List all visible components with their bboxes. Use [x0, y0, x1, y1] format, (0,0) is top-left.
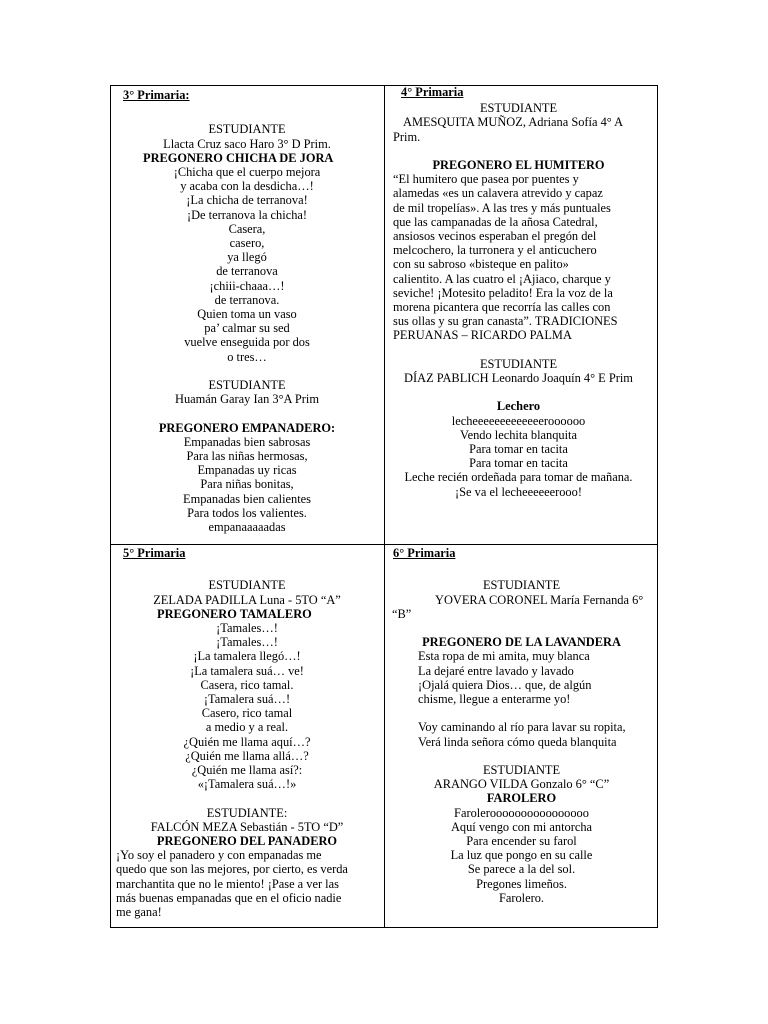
student-name: ARANGO VILDA Gonzalo 6° “C” [433, 777, 610, 792]
cell-heading: 4° Primaria [401, 85, 464, 99]
verse-line: ¿Quién me llama allá…? [185, 748, 309, 763]
verse-line: Para niñas bonitas, [200, 477, 294, 492]
pregon-title: PREGONERO DEL PANADERO [156, 834, 338, 849]
prose-line: quedo que son las mejores, por cierto, es verda [116, 862, 348, 877]
student-name: YOVERA CORONEL María Fernanda 6° [435, 592, 644, 607]
prose-line: marchantita que no le miento! ¡Pase a ver las [116, 876, 339, 891]
verse-line: casero, [229, 236, 265, 251]
prose-line: ansiosos vecinos esperaban el pregón del [393, 229, 597, 244]
prose-line: con su sabroso «bisteque en palito» [393, 257, 569, 272]
student-label: ESTUDIANTE [482, 762, 561, 777]
verse-line: ¡Tamales…! [216, 621, 278, 635]
verse-line: chisme, llegue a enterarme yo! [418, 692, 571, 706]
verse-line: Casero, rico tamal [201, 706, 293, 721]
verse-line: Quien toma un vaso [197, 307, 297, 322]
student-label: ESTUDIANTE [482, 578, 561, 593]
prose-line: de mil tropelías». A las tres y más puntuales [393, 200, 611, 215]
prose-line: melcochero, la turronera y el anticuchero [393, 243, 597, 258]
student-name: ZELADA PADILLA Luna - 5TO “A” [153, 592, 341, 607]
prose-line: morena picantera que recorría las calles con [393, 300, 611, 315]
prose-line: “El humitero que pasea por puentes y [393, 172, 579, 187]
verse-line: Voy caminando al río para lavar su ropita, [418, 720, 626, 735]
verse-line: a medio y a real. [205, 720, 289, 735]
verse-line: Para tomar en tacita [469, 442, 568, 457]
verse-line: ¿Quién me llama aquí…? [183, 734, 311, 749]
prose-line: más buenas empanadas que en el oficio nadie [116, 890, 342, 905]
verse-line: Empanadas uy ricas [197, 463, 297, 478]
student-label: ESTUDIANTE [208, 578, 286, 593]
student-label: ESTUDIANTE [208, 378, 286, 393]
verse-line: Para tomar en tacita [469, 456, 568, 471]
verse-line: Esta ropa de mi amita, muy blanca [418, 649, 590, 664]
verse-line: de terranova. [214, 292, 280, 307]
student-label: ESTUDIANTE [208, 122, 286, 137]
student-name: Huamán Garay Ian 3°A Prim [175, 392, 319, 407]
student-name: FALCÓN MEZA Sebastián - 5TO “D” [150, 819, 344, 834]
verse-line: «¡Tamalera suá…!» [197, 777, 297, 792]
student-label: ESTUDIANTE: [206, 805, 288, 820]
verse-lechero [393, 414, 644, 499]
cell-6-primaria [385, 545, 658, 905]
verse-line: Pregones limeños. [476, 876, 567, 891]
verse-line: ¡La tamalera llegó…! [193, 649, 301, 664]
student-name: DÍAZ PABLICH Leonardo Joaquín 4° E Prim [404, 371, 633, 386]
pregon-title: PREGONERO CHICHA DE JORA [143, 150, 334, 165]
verse-line: ya llegó [227, 250, 267, 265]
verse-line: La luz que pongo en su calle [450, 848, 593, 863]
verse-line: ¡Tamales…! [216, 635, 278, 650]
verse-line: y acaba con la desdicha…! [180, 179, 314, 194]
verse-tamalero [111, 621, 383, 791]
verse-line: La dejaré entre lavado y lavado [418, 663, 574, 678]
student-label: ESTUDIANTE [479, 356, 558, 371]
prose-line: sus ollas y su gran canasta”. TRADICIONES [393, 314, 618, 329]
cell-heading: 3° Primaria: [123, 88, 190, 102]
verse-empanadero [111, 435, 383, 534]
verse-line: Aquí vengo con mi antorcha [450, 819, 593, 834]
verse-line: Verá linda señora cómo queda blanquita [418, 734, 617, 749]
verse-line: Faroleroooooooooooooooo [454, 805, 589, 820]
cell-heading: 5° Primaria [123, 546, 186, 560]
prose-line: alamedas «es un calavera atrevido y capaz [393, 186, 603, 201]
pregon-title: PREGONERO TAMALERO [157, 606, 312, 621]
prose-line: PERUANAS – RICARDO PALMA [393, 328, 572, 343]
prose-line: me gana! [116, 905, 162, 920]
verse-line: Para todos los valientes. [187, 505, 307, 520]
pregon-title: PREGONERO EL HUMITERO [432, 158, 605, 172]
cell-heading: 6° Primaria [393, 546, 456, 560]
verse-line: Empanadas bien calientes [183, 491, 311, 506]
verse-line: de terranova [216, 264, 278, 279]
verse-line: ¡La tamalera suá… ve! [190, 663, 304, 678]
prose-line: seviche! ¡Motesito peladito! Era la voz de la [393, 285, 613, 300]
verse-line: Vendo lechita blanquita [460, 427, 577, 442]
verse-farolero [385, 806, 658, 905]
verse-line: vuelve enseguida por dos [184, 335, 310, 350]
student-name-cont: Prim. [393, 129, 421, 144]
verse-line: Para las niñas hermosas, [186, 449, 308, 464]
pregon-title: PREGONERO EMPANADERO: [158, 420, 336, 435]
verse-line: Casera, [228, 221, 266, 236]
verse-lavandera [385, 649, 658, 748]
pregon-title: PREGONERO DE LA LAVANDERA [422, 635, 621, 650]
pregon-title: FAROLERO [486, 791, 557, 806]
verse-line: Se parece a la del sol. [467, 862, 576, 877]
pregon-title: Lechero [496, 399, 541, 414]
verse-line: ¡chiii-chaaa…! [209, 278, 285, 293]
verse-line: Leche recién ordeñada para tomar de mañana. [404, 470, 633, 485]
verse-chicha [111, 165, 383, 364]
verse-line: ¡La chicha de terranova! [186, 193, 308, 208]
verse-line: ¿Quién me llama así?: [191, 763, 303, 778]
verse-line: Empanadas bien sabrosas [183, 434, 311, 449]
cell-4-primaria [385, 85, 658, 499]
verse-line: Para encender su farol [466, 834, 577, 848]
verse-line: ¡De terranova la chicha! [186, 207, 308, 222]
verse-line: Casera, rico tamal. [200, 677, 294, 692]
prose-humitero [393, 172, 644, 342]
verse-line: ¡Chicha que el cuerpo mejora [173, 165, 321, 179]
prose-line: calientito. A las cuatro el ¡Ajiaco, charque y [393, 271, 611, 286]
cell-5-primaria [111, 545, 383, 919]
verse-line: empanaaaaadas [208, 520, 286, 535]
verse-line: o tres… [227, 349, 267, 364]
student-name-cont: “B” [392, 606, 412, 621]
verse-line: pa’ calmar su sed [204, 321, 290, 336]
verse-line: lecheeeeeeeeeeeeeroooooo [451, 413, 586, 428]
student-name: AMESQUITA MUÑOZ, Adriana Sofía 4° A [403, 115, 624, 130]
cell-3-primaria [111, 88, 383, 534]
verse-line: ¡Ojalá quiera Dios… que, de algún [418, 677, 592, 692]
verse-line: ¡Se va el lecheeeeeerooo! [455, 484, 582, 499]
verse-line: ¡Tamalera suá…! [203, 692, 291, 707]
prose-line: que las campanadas de la añosa Catedral, [393, 214, 598, 229]
student-label: ESTUDIANTE [479, 101, 558, 116]
verse-line: Farolero. [498, 890, 545, 905]
student-name: Llacta Cruz saco Haro 3° D Prim. [163, 136, 331, 151]
prose-line: ¡Yo soy el panadero y con empanadas me [116, 848, 322, 863]
prose-panadero [111, 848, 383, 919]
